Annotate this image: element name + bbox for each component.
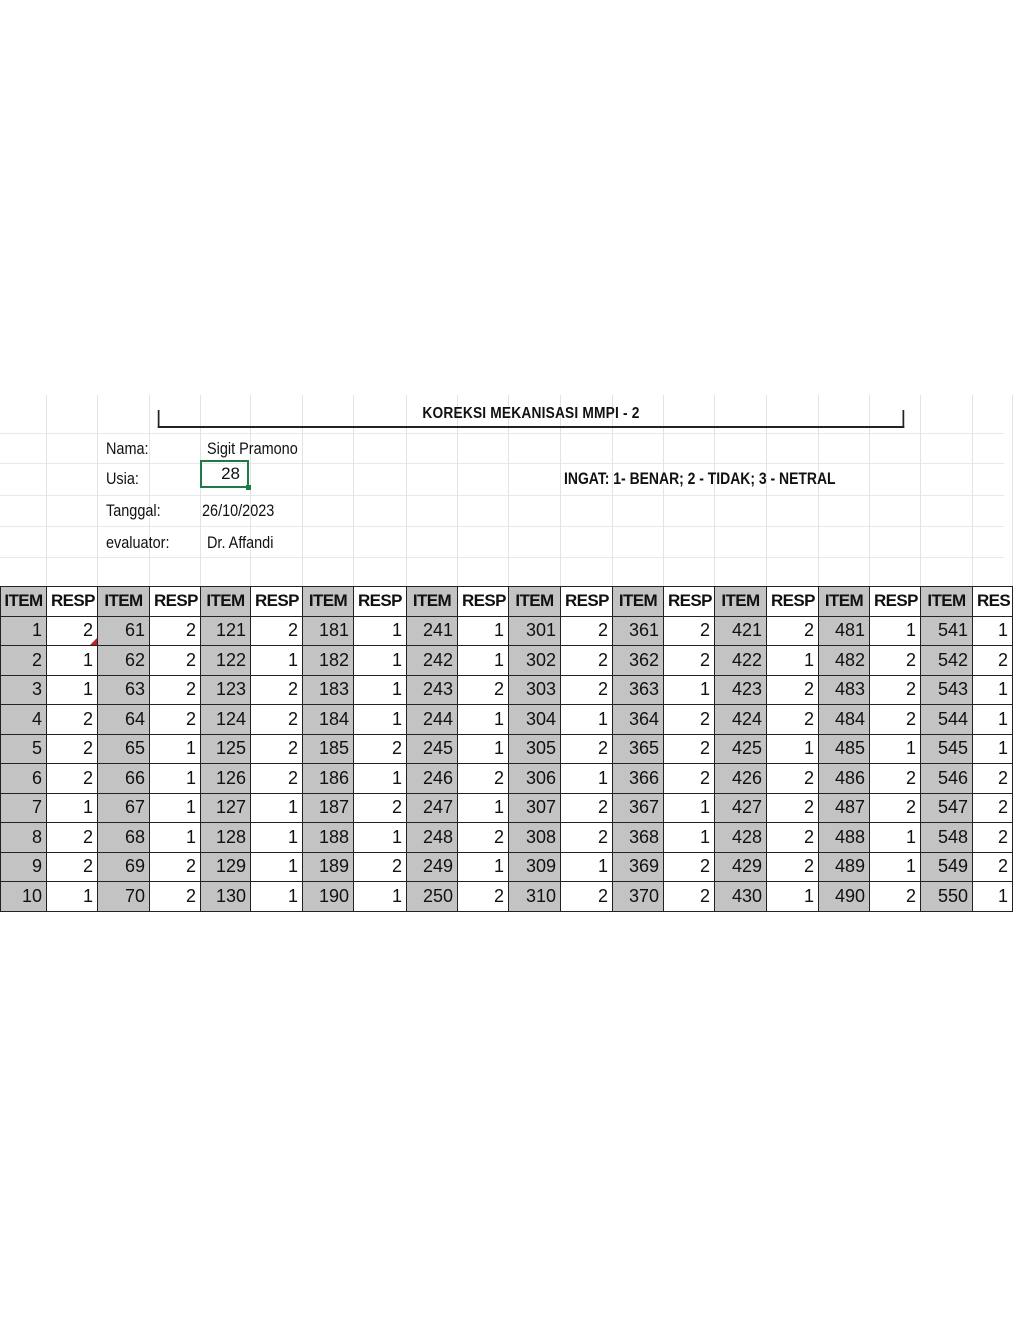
item-number-cell[interactable]: 550 bbox=[921, 882, 973, 912]
item-number-cell[interactable]: 6 bbox=[1, 764, 47, 794]
item-number-cell[interactable]: 547 bbox=[921, 793, 973, 823]
response-cell[interactable]: 2 bbox=[354, 852, 407, 882]
item-number-cell[interactable]: 426 bbox=[715, 764, 767, 794]
table-row bbox=[1, 705, 1013, 735]
response-cell[interactable]: 2 bbox=[561, 646, 613, 676]
item-number-cell[interactable]: 245 bbox=[407, 734, 458, 764]
response-cell[interactable]: 2 bbox=[150, 616, 201, 646]
item-number-cell[interactable]: 10 bbox=[1, 882, 47, 912]
response-cell[interactable]: 2 bbox=[664, 616, 715, 646]
response-cell[interactable]: 1 bbox=[458, 734, 509, 764]
response-cell[interactable]: 1 bbox=[561, 852, 613, 882]
item-number-cell[interactable]: 543 bbox=[921, 675, 973, 705]
response-cell[interactable]: 1 bbox=[251, 882, 303, 912]
gridline bbox=[0, 557, 1004, 558]
mmpi-response-table bbox=[0, 586, 1013, 912]
resp-column-header[interactable]: RES bbox=[973, 587, 1013, 617]
item-number-cell[interactable]: 488 bbox=[819, 823, 870, 853]
item-number-cell[interactable]: 183 bbox=[303, 675, 354, 705]
response-cell[interactable]: 2 bbox=[561, 616, 613, 646]
item-number-cell[interactable]: 129 bbox=[201, 852, 251, 882]
item-number-cell[interactable]: 369 bbox=[613, 852, 664, 882]
response-cell[interactable]: 2 bbox=[150, 675, 201, 705]
item-number-cell[interactable]: 309 bbox=[509, 852, 561, 882]
item-number-cell[interactable]: 8 bbox=[1, 823, 47, 853]
item-number-cell[interactable]: 127 bbox=[201, 793, 251, 823]
item-number-cell[interactable]: 185 bbox=[303, 734, 354, 764]
table-row bbox=[1, 852, 1013, 882]
response-cell[interactable]: 1 bbox=[354, 764, 407, 794]
item-number-cell[interactable]: 66 bbox=[98, 764, 150, 794]
table-row bbox=[1, 616, 1013, 646]
item-column-header[interactable]: ITEM bbox=[509, 587, 561, 617]
item-number-cell[interactable]: 243 bbox=[407, 675, 458, 705]
name-label[interactable]: Nama: bbox=[106, 439, 149, 458]
resp-column-header[interactable]: RESP bbox=[354, 587, 407, 617]
item-number-cell[interactable]: 305 bbox=[509, 734, 561, 764]
response-cell[interactable]: 1 bbox=[47, 646, 98, 676]
response-cell[interactable]: 2 bbox=[664, 646, 715, 676]
item-number-cell[interactable]: 181 bbox=[303, 616, 354, 646]
item-number-cell[interactable]: 189 bbox=[303, 852, 354, 882]
response-cell[interactable]: 2 bbox=[150, 852, 201, 882]
gridline bbox=[0, 495, 1004, 496]
response-cell[interactable]: 2 bbox=[870, 675, 921, 705]
resp-column-header[interactable]: RESP bbox=[870, 587, 921, 617]
date-value[interactable]: 26/10/2023 bbox=[202, 501, 275, 520]
item-number-cell[interactable]: 184 bbox=[303, 705, 354, 735]
item-number-cell[interactable]: 542 bbox=[921, 646, 973, 676]
response-cell[interactable]: 1 bbox=[354, 675, 407, 705]
response-cell[interactable]: 1 bbox=[354, 823, 407, 853]
response-cell[interactable]: 2 bbox=[251, 764, 303, 794]
response-cell[interactable]: 1 bbox=[767, 734, 819, 764]
fill-handle[interactable] bbox=[246, 485, 251, 490]
item-number-cell[interactable]: 121 bbox=[201, 616, 251, 646]
response-cell[interactable]: 1 bbox=[870, 616, 921, 646]
response-cell[interactable]: 2 bbox=[870, 764, 921, 794]
item-column-header[interactable]: ITEM bbox=[98, 587, 150, 617]
response-cell[interactable]: 2 bbox=[767, 705, 819, 735]
response-cell[interactable]: 1 bbox=[47, 675, 98, 705]
response-cell[interactable]: 1 bbox=[664, 793, 715, 823]
item-number-cell[interactable]: 68 bbox=[98, 823, 150, 853]
item-number-cell[interactable]: 63 bbox=[98, 675, 150, 705]
item-number-cell[interactable]: 190 bbox=[303, 882, 354, 912]
response-cell[interactable]: 2 bbox=[973, 852, 1013, 882]
item-number-cell[interactable]: 301 bbox=[509, 616, 561, 646]
response-cell[interactable]: 1 bbox=[354, 882, 407, 912]
item-number-cell[interactable]: 1 bbox=[1, 616, 47, 646]
response-cell[interactable]: 2 bbox=[354, 793, 407, 823]
item-number-cell[interactable]: 186 bbox=[303, 764, 354, 794]
item-number-cell[interactable]: 61 bbox=[98, 616, 150, 646]
item-number-cell[interactable]: 487 bbox=[819, 793, 870, 823]
item-number-cell[interactable]: 425 bbox=[715, 734, 767, 764]
response-cell[interactable]: 2 bbox=[561, 675, 613, 705]
item-number-cell[interactable]: 306 bbox=[509, 764, 561, 794]
item-number-cell[interactable]: 62 bbox=[98, 646, 150, 676]
response-cell[interactable]: 2 bbox=[870, 705, 921, 735]
response-cell[interactable]: 1 bbox=[870, 734, 921, 764]
response-cell[interactable]: 1 bbox=[973, 705, 1013, 735]
response-cell[interactable]: 1 bbox=[664, 823, 715, 853]
table-row bbox=[1, 882, 1013, 912]
item-number-cell[interactable]: 428 bbox=[715, 823, 767, 853]
item-number-cell[interactable]: 482 bbox=[819, 646, 870, 676]
item-number-cell[interactable]: 421 bbox=[715, 616, 767, 646]
item-number-cell[interactable]: 546 bbox=[921, 764, 973, 794]
evaluator-label[interactable]: evaluator: bbox=[106, 533, 170, 552]
response-cell[interactable]: 2 bbox=[767, 793, 819, 823]
item-number-cell[interactable]: 242 bbox=[407, 646, 458, 676]
gridline bbox=[149, 395, 150, 595]
response-cell[interactable]: 2 bbox=[251, 734, 303, 764]
response-cell[interactable]: 2 bbox=[47, 823, 98, 853]
item-number-cell[interactable]: 123 bbox=[201, 675, 251, 705]
table-row bbox=[1, 823, 1013, 853]
response-cell[interactable]: 2 bbox=[150, 646, 201, 676]
response-cell[interactable]: 1 bbox=[767, 646, 819, 676]
item-number-cell[interactable]: 308 bbox=[509, 823, 561, 853]
response-cell[interactable]: 1 bbox=[251, 852, 303, 882]
response-cell[interactable]: 1 bbox=[150, 734, 201, 764]
response-cell[interactable]: 1 bbox=[47, 793, 98, 823]
age-label[interactable]: Usia: bbox=[106, 469, 139, 488]
response-cell[interactable]: 2 bbox=[354, 734, 407, 764]
response-cell[interactable]: 2 bbox=[664, 852, 715, 882]
response-cell[interactable]: 1 bbox=[458, 793, 509, 823]
item-number-cell[interactable]: 490 bbox=[819, 882, 870, 912]
response-cell[interactable]: 1 bbox=[47, 882, 98, 912]
item-number-cell[interactable]: 544 bbox=[921, 705, 973, 735]
table-row bbox=[1, 793, 1013, 823]
response-cell[interactable]: 2 bbox=[664, 764, 715, 794]
item-number-cell[interactable]: 128 bbox=[201, 823, 251, 853]
item-number-cell[interactable]: 545 bbox=[921, 734, 973, 764]
item-number-cell[interactable]: 483 bbox=[819, 675, 870, 705]
response-cell[interactable]: 2 bbox=[973, 793, 1013, 823]
gridline bbox=[46, 395, 47, 595]
item-number-cell[interactable]: 5 bbox=[1, 734, 47, 764]
response-cell[interactable]: 2 bbox=[664, 705, 715, 735]
item-number-cell[interactable]: 182 bbox=[303, 646, 354, 676]
item-number-cell[interactable]: 69 bbox=[98, 852, 150, 882]
item-number-cell[interactable]: 64 bbox=[98, 705, 150, 735]
response-cell[interactable]: 2 bbox=[870, 793, 921, 823]
item-number-cell[interactable]: 548 bbox=[921, 823, 973, 853]
item-number-cell[interactable]: 67 bbox=[98, 793, 150, 823]
response-cell[interactable]: 1 bbox=[458, 705, 509, 735]
response-cell[interactable]: 2 bbox=[767, 616, 819, 646]
response-cell[interactable]: 2 bbox=[870, 882, 921, 912]
resp-column-header[interactable]: RESP bbox=[150, 587, 201, 617]
response-cell[interactable]: 1 bbox=[973, 734, 1013, 764]
gridline bbox=[97, 395, 98, 595]
response-cell[interactable]: 2 bbox=[561, 793, 613, 823]
response-cell[interactable]: 2 bbox=[47, 705, 98, 735]
comment-indicator-icon[interactable] bbox=[90, 638, 97, 645]
item-number-cell[interactable]: 244 bbox=[407, 705, 458, 735]
name-value[interactable]: Sigit Pramono bbox=[207, 439, 298, 458]
item-number-cell[interactable]: 361 bbox=[613, 616, 664, 646]
item-number-cell[interactable]: 3 bbox=[1, 675, 47, 705]
response-cell[interactable]: 2 bbox=[47, 734, 98, 764]
response-cell[interactable]: 2 bbox=[251, 675, 303, 705]
response-cell[interactable]: 1 bbox=[767, 882, 819, 912]
item-column-header[interactable]: ITEM bbox=[921, 587, 973, 617]
response-cell[interactable]: 2 bbox=[973, 823, 1013, 853]
response-cell[interactable]: 1 bbox=[561, 764, 613, 794]
item-number-cell[interactable]: 124 bbox=[201, 705, 251, 735]
response-cell[interactable]: 2 bbox=[251, 705, 303, 735]
item-number-cell[interactable]: 549 bbox=[921, 852, 973, 882]
response-cell[interactable]: 2 bbox=[561, 882, 613, 912]
response-cell[interactable]: 2 bbox=[47, 616, 98, 646]
response-cell[interactable]: 2 bbox=[664, 734, 715, 764]
response-cell[interactable]: 2 bbox=[973, 764, 1013, 794]
item-column-header[interactable]: ITEM bbox=[1, 587, 47, 617]
response-cell[interactable]: 1 bbox=[870, 823, 921, 853]
item-number-cell[interactable]: 364 bbox=[613, 705, 664, 735]
response-cell[interactable]: 2 bbox=[47, 764, 98, 794]
item-number-cell[interactable]: 304 bbox=[509, 705, 561, 735]
item-number-cell[interactable]: 365 bbox=[613, 734, 664, 764]
response-cell[interactable]: 1 bbox=[354, 616, 407, 646]
response-cell[interactable]: 1 bbox=[150, 764, 201, 794]
response-cell[interactable]: 1 bbox=[458, 646, 509, 676]
response-cell[interactable]: 2 bbox=[767, 852, 819, 882]
response-cell[interactable]: 2 bbox=[561, 734, 613, 764]
gridline bbox=[0, 526, 1004, 527]
item-number-cell[interactable]: 541 bbox=[921, 616, 973, 646]
response-cell[interactable]: 2 bbox=[767, 764, 819, 794]
item-number-cell[interactable]: 9 bbox=[1, 852, 47, 882]
item-number-cell[interactable]: 303 bbox=[509, 675, 561, 705]
response-cell[interactable]: 1 bbox=[251, 823, 303, 853]
table-header-row bbox=[1, 587, 1013, 617]
response-cell[interactable]: 1 bbox=[354, 646, 407, 676]
resp-column-header[interactable]: RESP bbox=[251, 587, 303, 617]
item-number-cell[interactable]: 362 bbox=[613, 646, 664, 676]
response-cell[interactable]: 2 bbox=[251, 616, 303, 646]
response-cell[interactable]: 2 bbox=[458, 764, 509, 794]
response-cell[interactable]: 1 bbox=[973, 882, 1013, 912]
age-value: 28 bbox=[221, 464, 240, 483]
table-row bbox=[1, 675, 1013, 705]
item-column-header[interactable]: ITEM bbox=[201, 587, 251, 617]
response-cell[interactable]: 1 bbox=[251, 646, 303, 676]
item-number-cell[interactable]: 310 bbox=[509, 882, 561, 912]
item-number-cell[interactable]: 485 bbox=[819, 734, 870, 764]
item-number-cell[interactable]: 370 bbox=[613, 882, 664, 912]
item-number-cell[interactable]: 429 bbox=[715, 852, 767, 882]
sheet-title[interactable] bbox=[158, 405, 904, 428]
response-cell[interactable]: 2 bbox=[47, 852, 98, 882]
item-number-cell[interactable]: 489 bbox=[819, 852, 870, 882]
item-number-cell[interactable]: 363 bbox=[613, 675, 664, 705]
table-row bbox=[1, 734, 1013, 764]
item-number-cell[interactable]: 4 bbox=[1, 705, 47, 735]
item-column-header[interactable]: ITEM bbox=[715, 587, 767, 617]
spreadsheet-area bbox=[0, 395, 1011, 935]
response-cell[interactable]: 1 bbox=[870, 852, 921, 882]
item-number-cell[interactable]: 246 bbox=[407, 764, 458, 794]
item-number-cell[interactable]: 422 bbox=[715, 646, 767, 676]
item-number-cell[interactable]: 248 bbox=[407, 823, 458, 853]
table-row bbox=[1, 764, 1013, 794]
item-number-cell[interactable]: 249 bbox=[407, 852, 458, 882]
item-column-header[interactable]: ITEM bbox=[303, 587, 354, 617]
item-number-cell[interactable]: 125 bbox=[201, 734, 251, 764]
age-cell-selected[interactable] bbox=[200, 460, 249, 488]
response-cell[interactable]: 2 bbox=[767, 675, 819, 705]
response-cell[interactable]: 2 bbox=[150, 705, 201, 735]
response-cell[interactable]: 1 bbox=[458, 616, 509, 646]
response-cell[interactable]: 2 bbox=[458, 882, 509, 912]
response-cell[interactable]: 2 bbox=[870, 646, 921, 676]
item-number-cell[interactable]: 122 bbox=[201, 646, 251, 676]
item-number-cell[interactable]: 65 bbox=[98, 734, 150, 764]
item-number-cell[interactable]: 247 bbox=[407, 793, 458, 823]
item-number-cell[interactable]: 302 bbox=[509, 646, 561, 676]
item-number-cell[interactable]: 481 bbox=[819, 616, 870, 646]
item-number-cell[interactable]: 367 bbox=[613, 793, 664, 823]
response-cell[interactable]: 1 bbox=[150, 793, 201, 823]
legend-note[interactable]: INGAT: 1- BENAR; 2 - TIDAK; 3 - NETRAL bbox=[564, 469, 836, 488]
response-cell[interactable]: 2 bbox=[458, 675, 509, 705]
response-cell[interactable]: 1 bbox=[973, 675, 1013, 705]
item-number-cell[interactable]: 7 bbox=[1, 793, 47, 823]
resp-column-header[interactable]: RESP bbox=[458, 587, 509, 617]
response-cell[interactable]: 1 bbox=[664, 675, 715, 705]
table-row bbox=[1, 646, 1013, 676]
gridline bbox=[0, 433, 1004, 434]
item-number-cell[interactable]: 427 bbox=[715, 793, 767, 823]
item-number-cell[interactable]: 486 bbox=[819, 764, 870, 794]
resp-column-header[interactable]: RESP bbox=[47, 587, 98, 617]
gridline bbox=[972, 395, 973, 595]
item-number-cell[interactable]: 126 bbox=[201, 764, 251, 794]
item-number-cell[interactable]: 130 bbox=[201, 882, 251, 912]
item-number-cell[interactable]: 430 bbox=[715, 882, 767, 912]
resp-column-header[interactable]: RESP bbox=[664, 587, 715, 617]
item-number-cell[interactable]: 250 bbox=[407, 882, 458, 912]
gridline bbox=[0, 463, 1004, 464]
response-cell[interactable]: 1 bbox=[354, 705, 407, 735]
item-number-cell[interactable]: 70 bbox=[98, 882, 150, 912]
response-cell[interactable]: 2 bbox=[458, 823, 509, 853]
date-label[interactable]: Tanggal: bbox=[106, 501, 161, 520]
evaluator-value[interactable]: Dr. Affandi bbox=[207, 533, 274, 552]
gridline bbox=[920, 395, 921, 595]
response-cell[interactable]: 2 bbox=[973, 646, 1013, 676]
item-number-cell[interactable]: 2 bbox=[1, 646, 47, 676]
item-number-cell[interactable]: 188 bbox=[303, 823, 354, 853]
response-cell[interactable]: 1 bbox=[458, 852, 509, 882]
sheet-title-text: KOREKSI MEKANISASI MMPI - 2 bbox=[422, 405, 640, 422]
response-cell[interactable]: 1 bbox=[561, 705, 613, 735]
response-cell[interactable]: 2 bbox=[150, 882, 201, 912]
item-column-header[interactable]: ITEM bbox=[613, 587, 664, 617]
response-cell[interactable]: 1 bbox=[150, 823, 201, 853]
item-number-cell[interactable]: 423 bbox=[715, 675, 767, 705]
item-column-header[interactable]: ITEM bbox=[819, 587, 870, 617]
item-number-cell[interactable]: 307 bbox=[509, 793, 561, 823]
item-number-cell[interactable]: 187 bbox=[303, 793, 354, 823]
response-cell[interactable]: 2 bbox=[561, 823, 613, 853]
item-number-cell[interactable]: 484 bbox=[819, 705, 870, 735]
resp-column-header[interactable]: RESP bbox=[767, 587, 819, 617]
response-cell[interactable]: 2 bbox=[664, 882, 715, 912]
response-cell[interactable]: 1 bbox=[973, 616, 1013, 646]
item-number-cell[interactable]: 424 bbox=[715, 705, 767, 735]
response-cell[interactable]: 1 bbox=[251, 793, 303, 823]
item-number-cell[interactable]: 241 bbox=[407, 616, 458, 646]
item-column-header[interactable]: ITEM bbox=[407, 587, 458, 617]
response-cell[interactable]: 2 bbox=[767, 823, 819, 853]
item-number-cell[interactable]: 366 bbox=[613, 764, 664, 794]
item-number-cell[interactable]: 368 bbox=[613, 823, 664, 853]
resp-column-header[interactable]: RESP bbox=[561, 587, 613, 617]
